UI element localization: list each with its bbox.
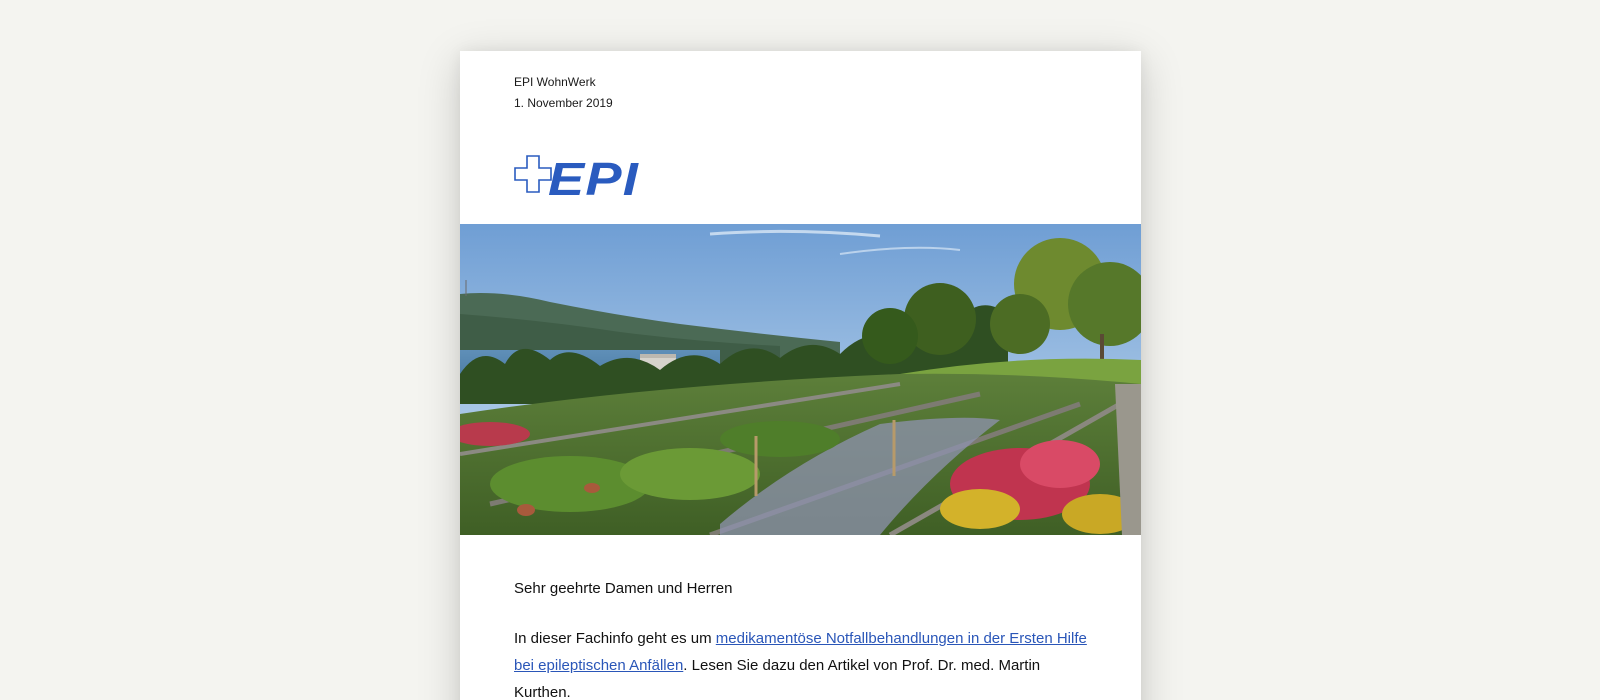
send-date: 1. November 2019 xyxy=(514,96,613,110)
logo-text: EPI xyxy=(548,155,640,197)
swiss-cross-icon xyxy=(515,156,551,192)
intro-text-after: . Lesen Sie dazu den Artikel von Prof. Dr. med. Martin Kurthen. xyxy=(514,657,1041,700)
intro-text-before: In dieser Fachinfo geht es um xyxy=(514,630,716,647)
header-meta xyxy=(514,72,613,114)
epi-logo-graphic xyxy=(514,155,642,197)
email-body xyxy=(514,575,1094,700)
garden-photo xyxy=(460,224,1141,535)
hero-image xyxy=(460,224,1141,535)
newsletter-card xyxy=(460,51,1141,700)
intro-paragraph xyxy=(514,625,1094,700)
article-link[interactable]: medikamentöse Notfallbehandlungen in der Ersten Hilfe bei epileptischen Anfällen xyxy=(514,630,1087,674)
greeting: Sehr geehrte Damen und Herren xyxy=(514,580,733,597)
sender-name: EPI WohnWerk xyxy=(514,75,596,89)
epi-logo[interactable] xyxy=(514,155,642,197)
